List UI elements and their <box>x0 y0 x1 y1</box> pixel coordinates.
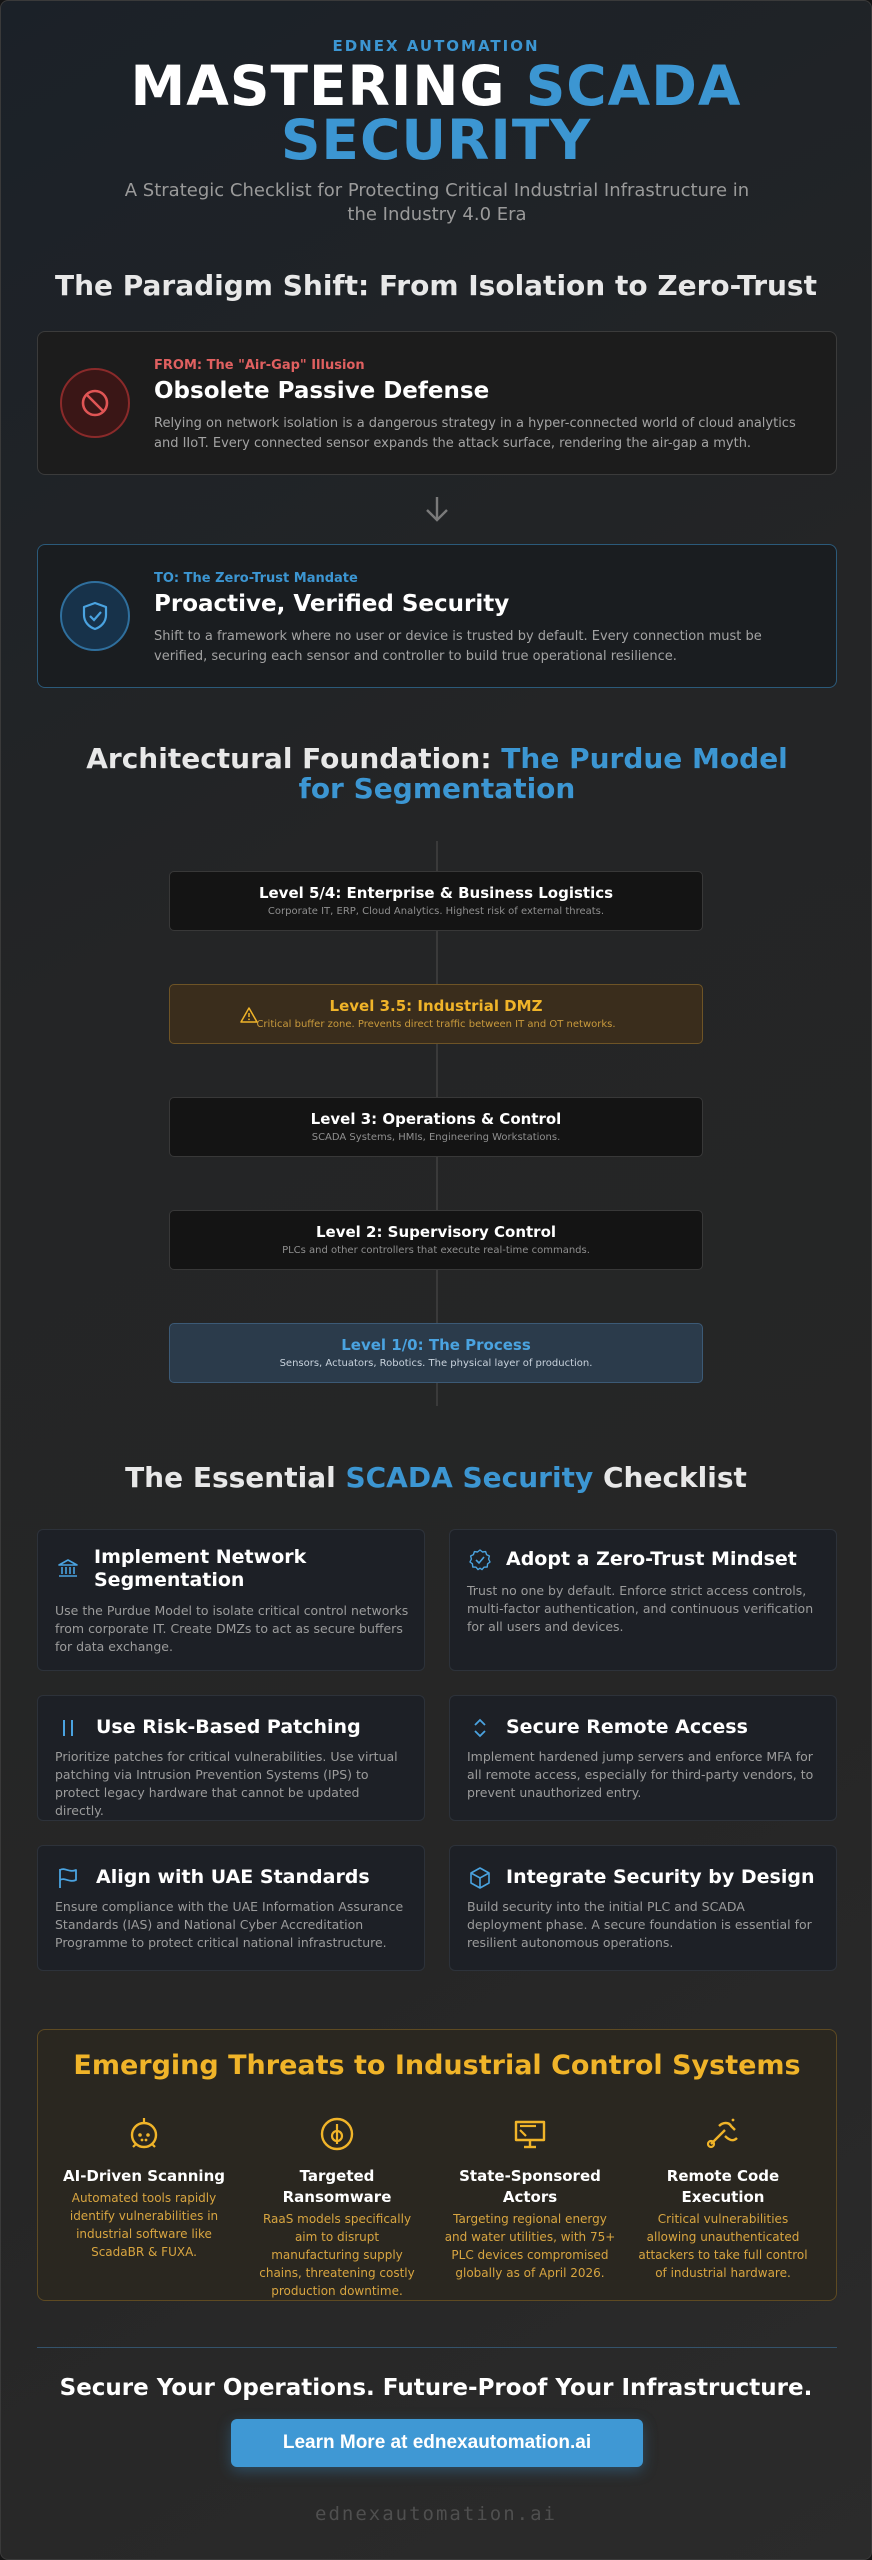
currency-icon <box>317 2114 357 2154</box>
checklist-item-title: Use Risk-Based Patching <box>96 1716 361 1738</box>
title-part: MASTERING <box>130 54 526 118</box>
checklist-item-text: Trust no one by default. Enforce strict access controls, multi-factor authentication, and continuous verification for all users and devices. <box>467 1583 814 1634</box>
checklist-item-title: Adopt a Zero-Trust Mindset <box>506 1548 797 1570</box>
from-card-kicker: FROM: The "Air-Gap" Illusion <box>154 358 365 373</box>
threat-desc: Targeting regional energy and water utilities, with 75+ PLC devices compromised globally as of April 2026. <box>444 2212 616 2280</box>
chevrons-up-down-icon <box>468 1716 492 1740</box>
threat-remote-code <box>637 2114 809 2282</box>
checklist-item-text: Implement hardened jump servers and enforce MFA for all remote access, especially for third-party vendors, to prevent unauthorized entry. <box>467 1749 814 1800</box>
checklist-section-title <box>1 1463 871 1493</box>
threats-title: Emerging Threats to Industrial Control Systems <box>73 2050 801 2081</box>
checklist-item-text: Use the Purdue Model to isolate critical control networks from corporate IT. Create DMZs to act as secure buffers for data exchange. <box>55 1603 409 1654</box>
checklist-card-patching <box>37 1695 425 1821</box>
threat-state-sponsored <box>444 2114 616 2282</box>
page-title <box>1 54 871 172</box>
flag-icon <box>56 1866 80 1890</box>
robot-icon <box>124 2114 164 2154</box>
purdue-level-dmz <box>169 984 703 1044</box>
level-name: Level 2: Supervisory Control <box>315 1223 557 1241</box>
checklist-item-title: Integrate Security by Design <box>506 1866 815 1888</box>
level-name: Level 5/4: Enterprise & Business Logistics <box>258 884 614 902</box>
checklist-card-security-by-design <box>449 1845 837 1971</box>
checklist-card-uae-standards <box>37 1845 425 1971</box>
checklist-title-part: The Essential <box>125 1461 346 1494</box>
title-accent-second: SECURITY <box>280 108 592 172</box>
level-name: Level 3: Operations & Control <box>310 1110 562 1128</box>
purdue-level-process <box>169 1323 703 1383</box>
to-card-kicker: TO: The Zero-Trust Mandate <box>154 571 358 586</box>
threat-name: State-Sponsored Actors <box>459 2167 601 2206</box>
paradigm-section-title: The Paradigm Shift: From Isolation to Zero-Trust <box>54 269 817 302</box>
level-desc: Critical buffer zone. Prevents direct traffic between IT and OT networks. <box>256 1019 616 1030</box>
screen-icon <box>510 2114 550 2154</box>
level-desc: PLCs and other controllers that execute real-time commands. <box>282 1245 590 1256</box>
purdue-title-accent: The Purdue Model for Segmentation <box>298 742 788 805</box>
checklist-card-zero-trust <box>449 1529 837 1671</box>
brand-name: EDNEX AUTOMATION <box>332 37 540 55</box>
badge-check-icon <box>468 1548 492 1572</box>
learn-more-button[interactable]: Learn More at ednexautomation.ai <box>231 2419 643 2467</box>
from-card-text: Relying on network isolation is a dangerous strategy in a hyper-connected world of cloud analytics and IIoT. Every connected sensor expands the attack surface, rendering the air-gap a myth. <box>154 416 796 451</box>
purdue-section-title <box>71 744 803 804</box>
from-card-title: Obsolete Passive Defense <box>154 378 490 404</box>
to-card-title: Proactive, Verified Security <box>154 591 510 617</box>
level-desc: Sensors, Actuators, Robotics. The physical layer of production. <box>279 1358 593 1369</box>
checklist-item-title: Implement Network Segmentation <box>94 1546 307 1591</box>
purdue-level-enterprise <box>169 871 703 931</box>
title-accent: SCADA <box>525 54 742 118</box>
from-card <box>37 331 837 475</box>
purdue-title-part: Architectural Foundation: <box>86 742 502 775</box>
threat-desc: Automated tools rapidly identify vulnerabilities in industrial software like ScadaBR & FUXA. <box>69 2191 219 2259</box>
checklist-card-segmentation <box>37 1529 425 1671</box>
cta-title: Secure Your Operations. Future-Proof Your Infrastructure. <box>59 2375 813 2401</box>
threats-panel <box>37 2029 837 2301</box>
shield-check-icon <box>60 581 130 651</box>
threat-ransomware <box>251 2114 423 2300</box>
level-name: Level 3.5: Industrial DMZ <box>329 997 543 1015</box>
arrow-down-icon <box>421 493 453 525</box>
page-subtitle: A Strategic Checklist for Protecting Critical Industrial Infrastructure in the Industry 4.0 Era <box>124 180 750 225</box>
to-card-text: Shift to a framework where no user or device is trusted by default. Every connection must be verified, securing each sensor and controller to build true operational resilience. <box>154 629 762 664</box>
checklist-card-remote-access <box>449 1695 837 1821</box>
satellite-icon <box>703 2114 743 2154</box>
checklist-item-text: Ensure compliance with the UAE Information Assurance Standards (IAS) and National Cyber Accreditation Programme to protect critical national infrastructure. <box>55 1899 404 1950</box>
footer-domain: ednexautomation.ai <box>315 2503 557 2525</box>
threat-name: Targeted Ransomware <box>282 2167 392 2206</box>
section-divider <box>37 2347 837 2348</box>
checklist-title-end: Checklist <box>593 1461 747 1494</box>
threat-ai-scanning <box>58 2114 230 2261</box>
pause-bars-icon <box>56 1716 80 1740</box>
threat-desc: Critical vulnerabilities allowing unauthenticated attackers to take full control of industrial hardware. <box>638 2212 808 2280</box>
checklist-item-title: Align with UAE Standards <box>96 1866 370 1888</box>
threat-name: AI-Driven Scanning <box>63 2167 225 2185</box>
checklist-title-accent: SCADA Security <box>345 1461 594 1494</box>
level-desc: SCADA Systems, HMIs, Engineering Workstations. <box>311 1132 561 1143</box>
level-name: Level 1/0: The Process <box>341 1336 531 1354</box>
purdue-level-supervisory <box>169 1210 703 1270</box>
warning-icon <box>240 1006 258 1024</box>
cube-icon <box>468 1866 492 1890</box>
to-card <box>37 544 837 688</box>
checklist-item-text: Prioritize patches for critical vulnerabilities. Use virtual patching via Intrusion Prevention Systems (IPS) to protect legacy hardware that cannot be updated directly. <box>55 1749 398 1818</box>
level-desc: Corporate IT, ERP, Cloud Analytics. Highest risk of external threats. <box>267 906 605 917</box>
bank-icon <box>56 1556 80 1580</box>
threat-name: Remote Code Execution <box>666 2167 780 2206</box>
prohibited-icon <box>60 368 130 438</box>
threat-desc: RaaS models specifically aim to disrupt manufacturing supply chains, threatening costly production downtime. <box>259 2212 415 2298</box>
purdue-level-operations <box>169 1097 703 1157</box>
checklist-item-title: Secure Remote Access <box>506 1716 748 1738</box>
checklist-item-text: Build security into the initial PLC and SCADA deployment phase. A secure foundation is essential for resilient autonomous operations. <box>467 1899 812 1950</box>
